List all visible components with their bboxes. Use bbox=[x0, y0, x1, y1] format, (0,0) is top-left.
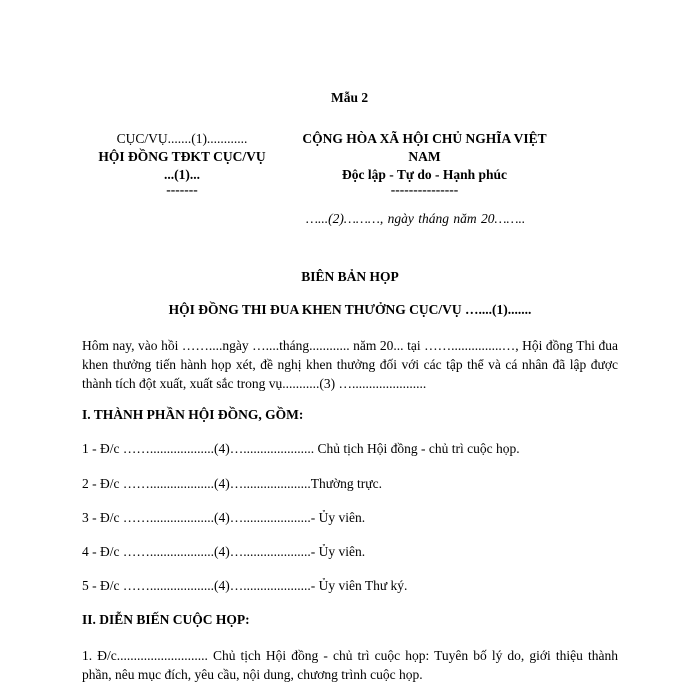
national-title: CỘNG HÒA XÃ HỘI CHỦ NGHĨA VIỆT bbox=[302, 131, 547, 146]
member-1: 1 - Đ/c ……...................(4)…..................... Chủ tịch Hội đồng - chủ trì cuộc họp. bbox=[82, 441, 520, 456]
section2-item-1: 1. Đ/c........................... Chủ tịch Hội đồng - chủ trì cuộc họp: Tuyên bố lý do, giới thiệu thành phần, nêu mục đích, yêu cầu, nội dung, chương trình cuộc họp. bbox=[82, 648, 618, 682]
national-motto: Độc lập - Tự do - Hạnh phúc bbox=[341, 167, 508, 182]
national-title-cont: NAM bbox=[408, 149, 441, 164]
right-header-rule: --------------- bbox=[390, 182, 459, 197]
intro-paragraph: Hôm nay, vào hồi ……....ngày …....tháng............ năm 20... tại ……...............…, Hội đồng Thi đua khen thưởng tiến hành họp xét, đề nghị khen thưởng đối với các tập thể và cá nhân đã lập được thành tích đột xuất, xuất sắc trong vụ...........(3) …...................... bbox=[82, 338, 618, 391]
document-title: BIÊN BẢN HỌP bbox=[301, 269, 399, 284]
member-2: 2 - Đ/c ……...................(4)…....................Thường trực. bbox=[82, 476, 382, 491]
form-label: Mẫu 2 bbox=[331, 90, 369, 105]
date-line: …...(2)………, ngày tháng năm 20…….. bbox=[306, 211, 526, 226]
left-header-rule: ------- bbox=[166, 182, 198, 197]
council-number: ...(1)... bbox=[164, 167, 200, 182]
council-name: HỘI ĐỒNG TĐKT CỤC/VỤ bbox=[98, 149, 266, 164]
member-3: 3 - Đ/c ……...................(4)…....................- Ủy viên. bbox=[82, 510, 366, 525]
agency-line: CỤC/VỤ.......(1)............ bbox=[116, 131, 248, 146]
member-5: 5 - Đ/c ……...................(4)…....................- Ủy viên Thư ký. bbox=[82, 578, 408, 593]
section2-heading: II. DIỄN BIẾN CUỘC HỌP: bbox=[82, 612, 250, 627]
member-4: 4 - Đ/c ……...................(4)…....................- Ủy viên. bbox=[82, 544, 366, 559]
document-subtitle: HỘI ĐỒNG THI ĐUA KHEN THƯỞNG CỤC/VỤ …....(1)....... bbox=[168, 302, 532, 317]
section1-heading: I. THÀNH PHẦN HỘI ĐỒNG, GỒM: bbox=[82, 407, 304, 422]
